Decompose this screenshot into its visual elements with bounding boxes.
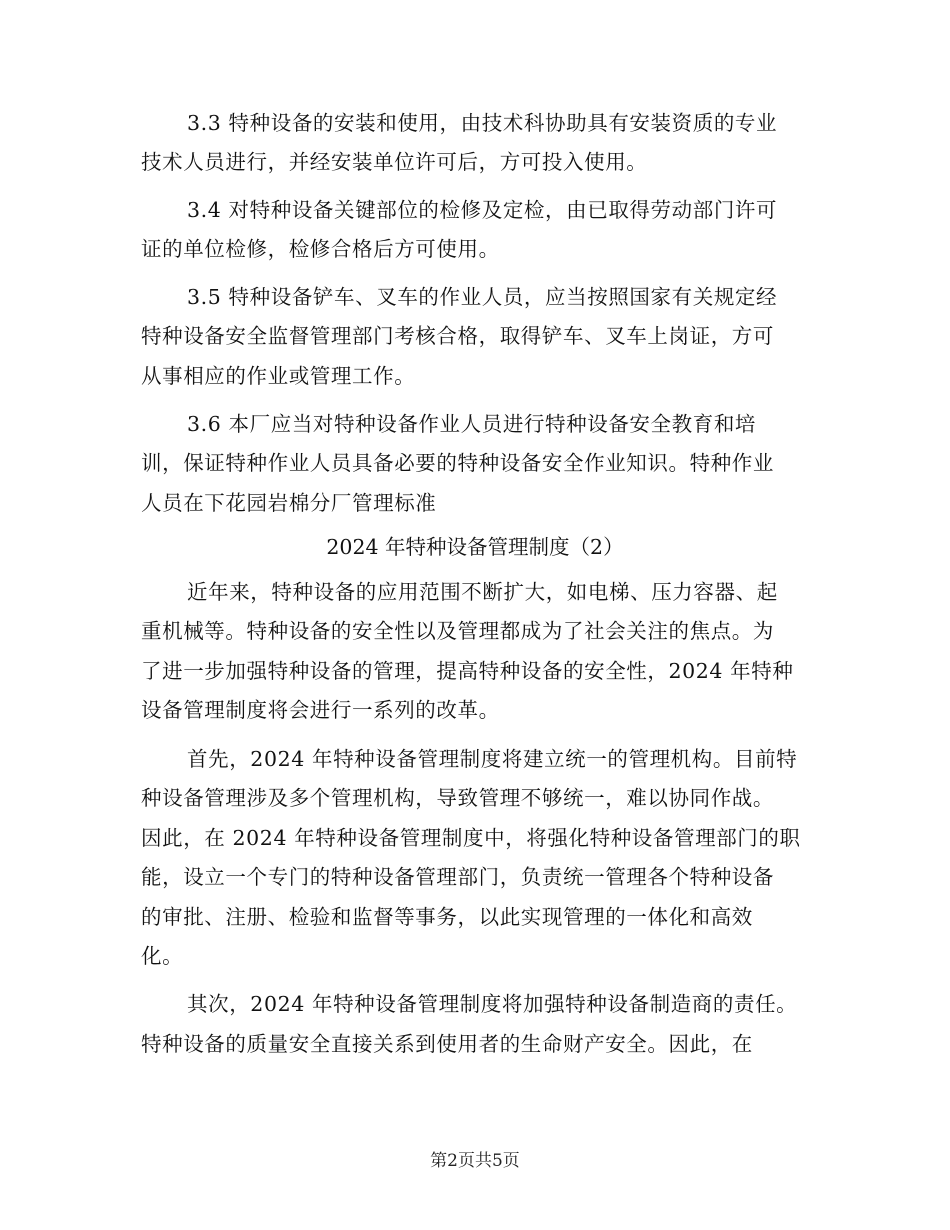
clause-3-5-line-2: 特种设备安全监督管理部门考核合格，取得铲车、叉车上岗证，方可: [141, 324, 774, 348]
clause-3-5-line-1: 3.5 特种设备铲车、叉车的作业人员，应当按照国家有关规定经: [187, 285, 778, 309]
paragraph-1-line-1: 近年来，特种设备的应用范围不断扩大，如电梯、压力容器、起: [187, 580, 778, 604]
paragraph-2-line-5: 的审批、注册、检验和监督等事务，以此实现管理的一体化和高效: [141, 905, 753, 929]
paragraph-3-line-1: 其次，2024 年特种设备管理制度将加强特种设备制造商的责任。: [187, 992, 798, 1016]
page-number-footer: 第2页共5页: [430, 1151, 520, 1171]
clause-3-6-line-3: 人员在下花园岩棉分厂管理标准: [141, 491, 437, 515]
paragraph-2-line-1: 首先，2024 年特种设备管理制度将建立统一的管理机构。目前特: [187, 747, 798, 771]
clause-3-3-line-2: 技术人员进行，并经安装单位许可后，方可投入使用。: [141, 150, 648, 174]
paragraph-3-line-2: 特种设备的质量安全直接关系到使用者的生命财产安全。因此，在: [141, 1032, 753, 1056]
paragraph-2-line-6: 化。: [141, 944, 184, 968]
clause-3-4-line-1: 3.4 对特种设备关键部位的检修及定检，由已取得劳动部门许可: [187, 198, 778, 222]
paragraph-2-line-2: 种设备管理涉及多个管理机构，导致管理不够统一，难以协同作战。: [141, 786, 774, 810]
clause-3-5-line-3: 从事相应的作业或管理工作。: [141, 364, 416, 388]
clause-3-4-line-2: 证的单位检修，检修合格后方可使用。: [141, 237, 500, 261]
paragraph-1-line-3: 了进一步加强特种设备的管理，提高特种设备的安全性，2024 年特种: [141, 659, 794, 683]
clause-3-6-line-2: 训，保证特种作业人员具备必要的特种设备安全作业知识。特种作业: [141, 451, 774, 475]
paragraph-1-line-4: 设备管理制度将会进行一系列的改革。: [141, 698, 500, 722]
clause-3-3-line-1: 3.3 特种设备的安装和使用，由技术科协助具有安装资质的专业: [187, 111, 778, 135]
paragraph-2-line-3: 因此，在 2024 年特种设备管理制度中，将强化特种设备管理部门的职: [141, 826, 801, 850]
clause-3-6-line-1: 3.6 本厂应当对特种设备作业人员进行特种设备安全教育和培: [187, 412, 757, 436]
paragraph-1-line-2: 重机械等。特种设备的安全性以及管理都成为了社会关注的焦点。为: [141, 619, 774, 643]
section-title: 2024 年特种设备管理制度（2）: [326, 535, 624, 559]
paragraph-2-line-4: 能，设立一个专门的特种设备管理部门，负责统一管理各个特种设备: [141, 865, 774, 889]
